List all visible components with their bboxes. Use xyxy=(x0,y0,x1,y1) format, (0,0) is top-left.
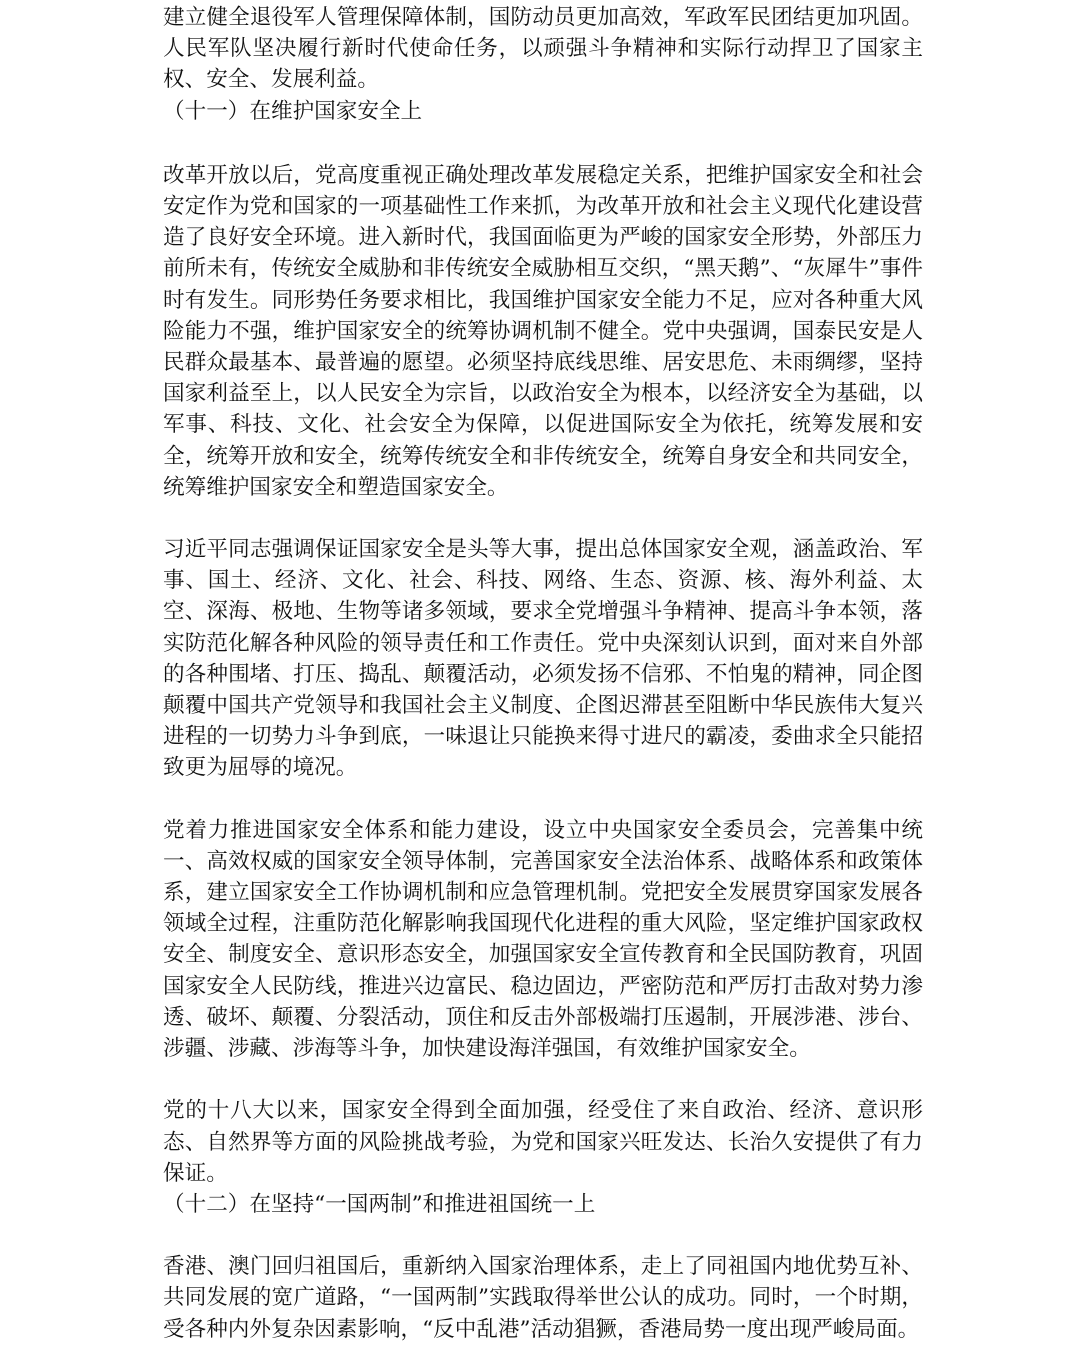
section-heading-11: （十一）在维护国家安全上 xyxy=(163,98,423,124)
paragraph-3: 习近平同志强调保证国家安全是头等大事，提出总体国家安全观，涵盖政治、军事、国土、经济、文化、社会、科技、网络、生态、资源、核、海外利益、太空、深海、极地、生物等诸多领域，要求全党增强斗争精神、提高斗争本领，落实防范化解各种风险的领导责任和工作责任。党中央深刻认识到，面对来自外部的各种围堵、打压、捣乱、颠覆活动，必须发扬不信邪、不怕鬼的精神，同企图颠覆中国共产党领导和我国社会主义制度、企图迟滞甚至阻断中华民族伟大复兴进程的一切势力斗争到底，一味退让只能换来得寸进尺的霸凌，委曲求全只能招致更为屈辱的境况。 xyxy=(163,537,923,781)
paragraph-4: 党着力推进国家安全体系和能力建设，设立中央国家安全委员会，完善集中统一、高效权威的国家安全领导体制，完善国家安全法治体系、战略体系和政策体系，建立国家安全工作协调机制和应急管理机制。党把安全发展贯穿国家发展各领域全过程，注重防范化解影响我国现代化进程的重大风险，坚定维护国家政权安全、制度安全、意识形态安全，加强国家安全宣传教育和全民国防教育，巩固国家安全人民防线，推进兴边富民、稳边固边，严密防范和严厉打击敌对势力渗透、破坏、颠覆、分裂活动，顶住和反击外部极端打压遏制，开展涉港、涉台、涉疆、涉藏、涉海等斗争，加快建设海洋强国，有效维护国家安全。 xyxy=(163,817,923,1062)
document-body xyxy=(163,2,923,1345)
paragraph-1: 建立健全退役军人管理保障体制，国防动员更加高效，军政军民团结更加巩固。人民军队坚决履行新时代使命任务，以顽强斗争精神和实际行动捍卫了国家主权、安全、发展利益。 xyxy=(163,5,923,93)
paragraph-6: 香港、澳门回归祖国后，重新纳入国家治理体系，走上了同祖国内地优势互补、共同发展的宽广道路，“一国两制”实践取得举世公认的成功。同时，一个时期，受各种内外复杂因素影响，“反中乱港”活动猖獗，香港局势一度出现严峻局面。 xyxy=(163,1254,923,1342)
paragraph-5: 党的十八大以来，国家安全得到全面加强，经受住了来自政治、经济、意识形态、自然界等方面的风险挑战考验，为党和国家兴旺发达、长治久安提供了有力保证。 xyxy=(163,1098,923,1186)
section-heading-12: （十二）在坚持“一国两制”和推进祖国统一上 xyxy=(163,1191,596,1217)
paragraph-2: 改革开放以后，党高度重视正确处理改革发展稳定关系，把维护国家安全和社会安定作为党和国家的一项基础性工作来抓，为改革开放和社会主义现代化建设营造了良好安全环境。进入新时代，我国面临更为严峻的国家安全形势，外部压力前所未有，传统安全威胁和非传统安全威胁相互交织，“黑天鹅”、“灰犀牛”事件时有发生。同形势任务要求相比，我国维护国家安全能力不足，应对各种重大风险能力不强，维护国家安全的统筹协调机制不健全。党中央强调，国泰民安是人民群众最基本、最普遍的愿望。必须坚持底线思维、居安思危、未雨绸缪，坚持国家利益至上，以人民安全为宗旨，以政治安全为根本，以经济安全为基础，以军事、科技、文化、社会安全为保障，以促进国际安全为依托，统筹发展和安全，统筹开放和安全，统筹传统安全和非传统安全，统筹自身安全和共同安全，统筹维护国家安全和塑造国家安全。 xyxy=(163,162,923,500)
